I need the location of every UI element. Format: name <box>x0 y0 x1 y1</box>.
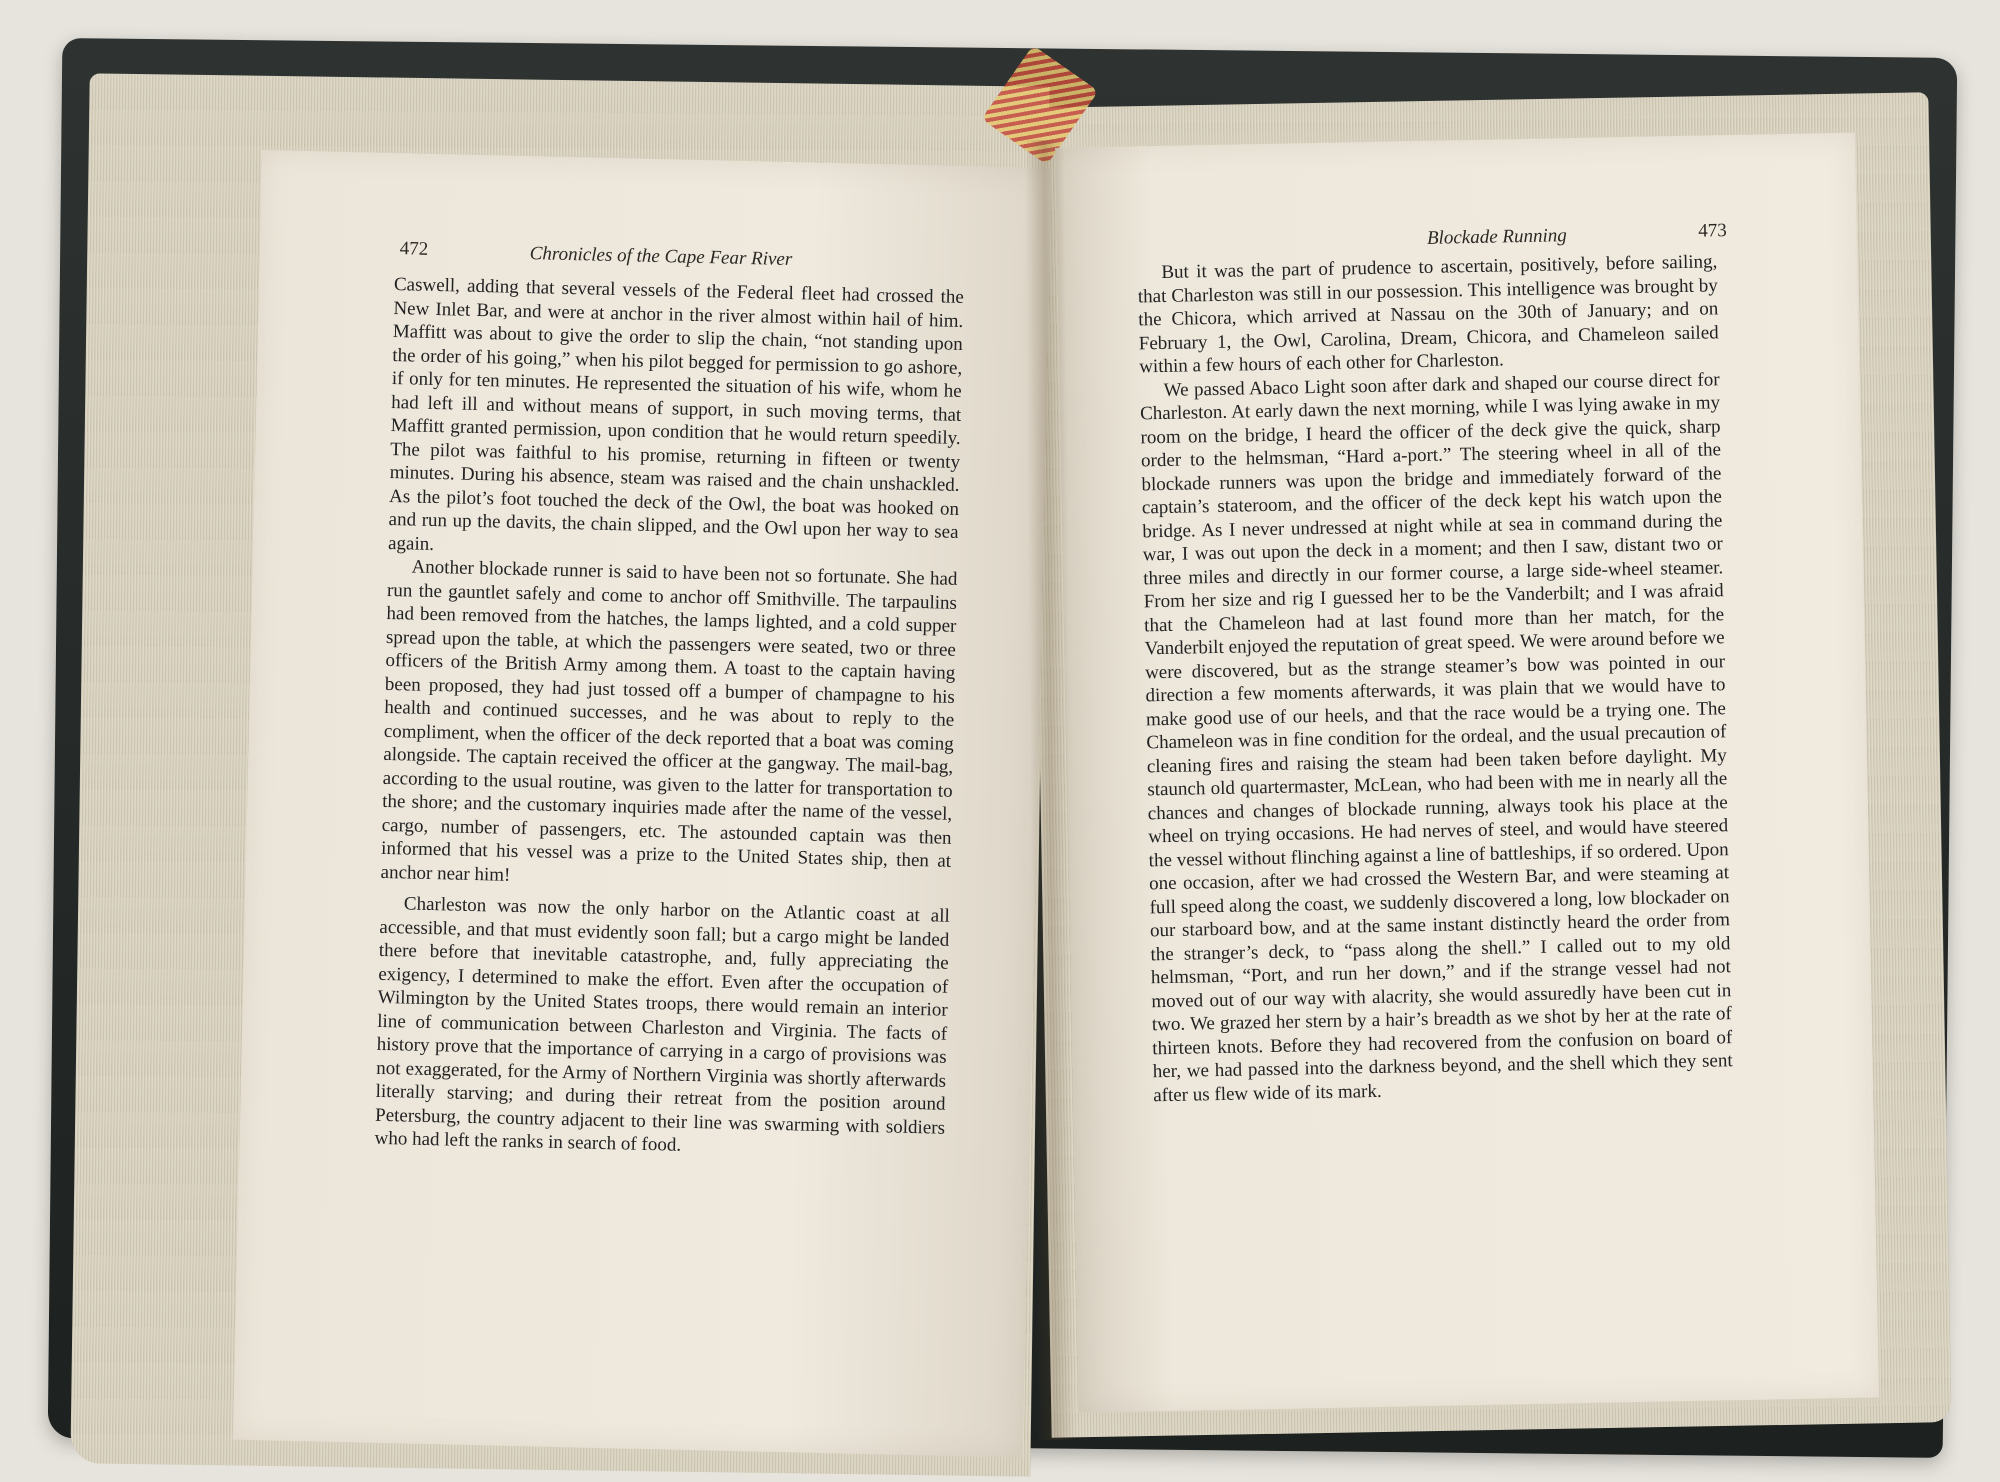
running-head-title: Chronicles of the Cape Fear River <box>529 243 793 271</box>
right-text-block <box>1137 250 1733 1107</box>
paragraph: But it was the part of prudence to ascertain, positively, before sailing, that Charleston was still in our possession. This intelligence was brought by the Chicora, which arrived at Nassau on the 30th of January; and on February 1, the Owl, Carolina, Dream, Chicora, and Chameleon sailed within a few hours of each other for Charleston. <box>1137 251 1719 378</box>
page-number: 472 <box>399 238 429 260</box>
right-page <box>1055 133 1879 1413</box>
left-running-head <box>399 238 959 279</box>
page-number: 473 <box>1698 220 1727 242</box>
running-head-title: Blockade Running <box>1426 225 1567 249</box>
paragraph: Caswell, adding that several vessels of the Federal fleet had crossed the New Inlet Bar, and were at anchor in the river almost within hail of him. Maffitt was about to give the order to slip the chain, “not standing upon the order of his going,” when his pilot begged for permission to go ashore, if only for ten minutes. He represented the situation of his wife, whom he had left ill and without means of support, in such moving terms, that Maffitt granted permission, upon condition that he would return speedily. The pilot was faithful to his promise, returning in fifteen or twenty minutes. During his absence, steam was raised and the chain unshackled. As the pilot’s foot touched the deck of the Owl, the boat was hooked on and run up the davits, the chain slipped, and the Owl upon her way to sea again. <box>387 274 965 555</box>
paragraph: We passed Abaco Light soon after dark and shaped our course direct for Charleston. At early dawn the next morning, while I was lying awake in my room on the bridge, I heard the officer of the deck give the quick, sharp order to the helmsman, “Hard a-port.” The steering wheel in all of the blockade runners was upon the bridge and immediately forward of the captain’s stateroom, and the officer of the deck kept his watch upon the bridge. As I never undressed at night while at sea in command during the war, I was out upon the deck in a moment; and then I saw, distant two or three miles and directly in our former course, a large side-wheel steamer. From her size and rig I guessed her to be the Vanderbilt; and I was afraid that the Chameleon had at last found more than her match, for the Vanderbilt enjoyed the reputation of great speed. We were around before we were discovered, but as the strange steamer’s bow was pointed in our direction a few moments afterwards, it was plain that we would have to make good use of our heels, and that the race would be a trying one. The Chameleon was in fine condition for the ordeal, and the usual precaution of cleaning fires and raising the steam had been taken before daylight. My staunch old quartermaster, McLean, who had been with me in nearly all the chances and changes of blockade running, always took his place at the wheel on trying occasions. He had nerves of steel, and would have steered the vessel without flinching against a line of battleships, if so ordered. Upon one occasion, after we had crossed the Western Bar, and were steaming at full speed along the coast, we suddenly discovered a long, low blockader on our starboard bow, and at the same instant distinctly heard the order from the stranger’s deck, to “pass along the shell.” I called out to my old helmsman, “Port, and run her down,” and if the strange vessel had not moved out of our way with alacrity, she would assuredly have been cut in two. We grazed her stern by a hair’s breadth as we shot by her at the rate of thirteen knots. Before they had recovered from the confusion on board of her, we had passed into the darkness beyond, and the shell which they sent after us flew wide of its mark. <box>1139 368 1733 1106</box>
left-text-block <box>374 273 964 1163</box>
left-page <box>233 150 1052 1458</box>
paragraph: Another blockade runner is said to have been not so fortunate. She had run the gauntlet safely and come to anchor off Smithville. The tarpaulins had been removed from the hatches, the lamps lighted, and a cold supper spread upon the table, at which the passengers were seated, two or three officers of the British Army among them. A toast to the captain having been proposed, they had just tossed off a bumper of champagne to his health and continued successes, and he was about to reply to the compliment, when the officer of the deck reported that a boat was coming alongside. The captain received the officer at the gangway. The mail-bag, according to the usual routine, was given to the latter for transportation to the shore; and the customary inquiries made after the name of the vessel, cargo, number of passengers, etc. The astounded captain was then informed that his vessel was a prize to the United States ship, then at anchor near him! <box>380 556 958 886</box>
paragraph: Charleston was now the only harbor on the Atlantic coast at all accessible, and that must evidently soon fall; but a cargo might be landed there before that inevitable catastrophe, and, fully appreciating the exigency, I determined to make the effort. Even after the occupation of Wilmington by the United States troops, there would remain an interior line of communication between Charleston and Virginia. The facts of history prove that the importance of carrying in a cargo of provisions was not exaggerated, for the Army of Northern Virginia was shortly afterwards literally starving; and during their retreat from the position around Petersburg, the country adjacent to their line was swarming with soldiers who had left the ranks in search of food. <box>374 893 951 1156</box>
